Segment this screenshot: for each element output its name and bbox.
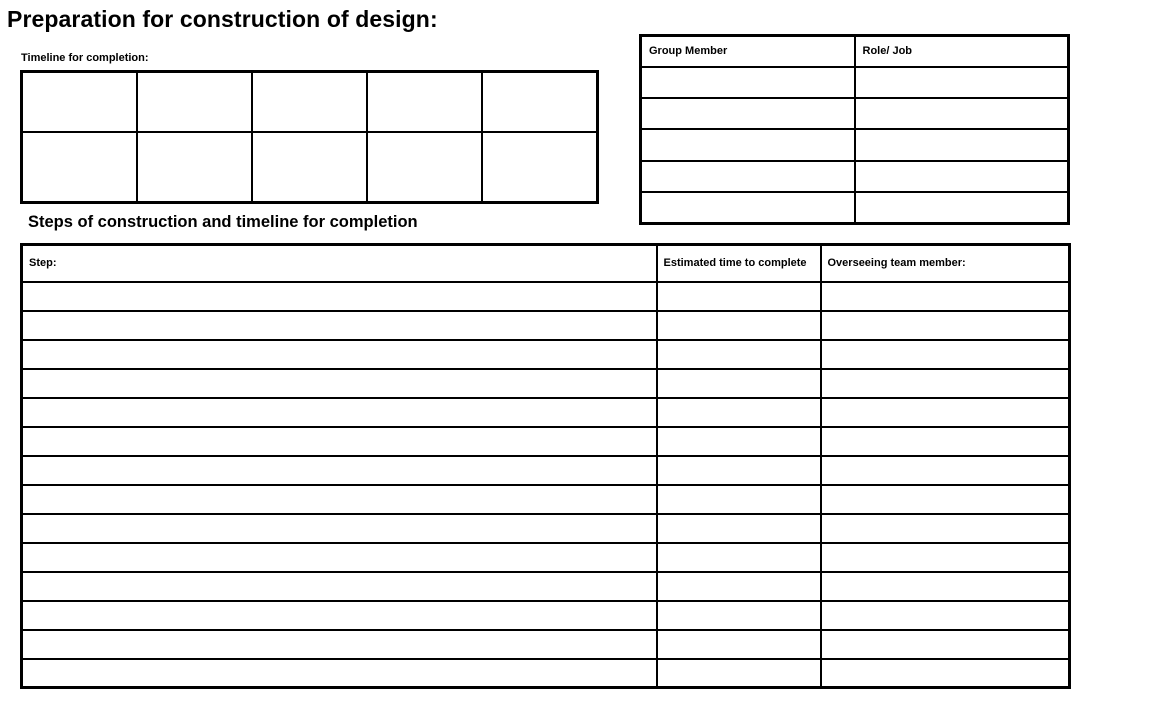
step-cell[interactable] [22,572,657,601]
overseer-cell[interactable] [821,282,1070,311]
table-row [22,311,1070,340]
timeline-row [22,132,598,203]
time-cell[interactable] [657,398,821,427]
step-cell[interactable] [22,630,657,659]
overseer-cell[interactable] [821,659,1070,688]
time-cell[interactable] [657,340,821,369]
member-name-cell[interactable] [641,192,855,223]
overseer-cell[interactable] [821,311,1070,340]
member-role-cell[interactable] [855,98,1069,129]
role-job-header: Role/ Job [855,36,1069,67]
table-row [22,659,1070,688]
overseer-cell[interactable] [821,572,1070,601]
steps-table [20,243,1071,689]
table-row [22,485,1070,514]
table-row [22,514,1070,543]
step-cell[interactable] [22,485,657,514]
time-cell[interactable] [657,369,821,398]
overseer-cell[interactable] [821,456,1070,485]
time-cell[interactable] [657,427,821,456]
member-name-cell[interactable] [641,98,855,129]
time-cell[interactable] [657,514,821,543]
time-cell[interactable] [657,659,821,688]
overseer-cell[interactable] [821,427,1070,456]
table-row [22,630,1070,659]
overseer-cell[interactable] [821,340,1070,369]
timeline-row [22,72,598,132]
timeline-cell[interactable] [252,72,367,132]
member-role-cell[interactable] [855,67,1069,98]
overseer-cell[interactable] [821,543,1070,572]
members-header-row [641,36,1069,67]
members-row [641,67,1069,98]
step-cell[interactable] [22,282,657,311]
timeline-cell[interactable] [22,72,137,132]
table-row [22,572,1070,601]
step-cell[interactable] [22,311,657,340]
time-cell[interactable] [657,282,821,311]
table-row [22,456,1070,485]
overseer-cell[interactable] [821,630,1070,659]
table-row [22,601,1070,630]
step-cell[interactable] [22,659,657,688]
group-members-table [639,34,1070,225]
step-cell[interactable] [22,369,657,398]
members-row [641,192,1069,223]
group-member-header: Group Member [641,36,855,67]
member-role-cell[interactable] [855,161,1069,192]
members-row [641,161,1069,192]
member-role-cell[interactable] [855,192,1069,223]
table-row [22,282,1070,311]
step-cell[interactable] [22,398,657,427]
step-cell[interactable] [22,514,657,543]
timeline-cell[interactable] [367,132,482,203]
time-cell[interactable] [657,485,821,514]
timeline-cell[interactable] [137,72,252,132]
step-cell[interactable] [22,427,657,456]
members-row [641,129,1069,160]
estimated-time-header: Estimated time to complete [657,245,821,282]
time-cell[interactable] [657,572,821,601]
page-title: Preparation for construction of design: [7,6,438,32]
timeline-cell[interactable] [137,132,252,203]
time-cell[interactable] [657,630,821,659]
steps-header-row [22,245,1070,282]
timeline-cell[interactable] [367,72,482,132]
member-name-cell[interactable] [641,161,855,192]
timeline-cell[interactable] [482,132,597,203]
members-row [641,98,1069,129]
overseer-cell[interactable] [821,514,1070,543]
time-cell[interactable] [657,311,821,340]
member-name-cell[interactable] [641,129,855,160]
time-cell[interactable] [657,456,821,485]
timeline-cell[interactable] [252,132,367,203]
step-header: Step: [22,245,657,282]
table-row [22,427,1070,456]
timeline-cell[interactable] [22,132,137,203]
overseer-cell[interactable] [821,398,1070,427]
step-cell[interactable] [22,340,657,369]
table-row [22,340,1070,369]
timeline-cell[interactable] [482,72,597,132]
step-cell[interactable] [22,543,657,572]
overseer-cell[interactable] [821,485,1070,514]
steps-heading: Steps of construction and timeline for completion [28,213,418,231]
member-role-cell[interactable] [855,129,1069,160]
member-name-cell[interactable] [641,67,855,98]
timeline-label: Timeline for completion: [21,52,149,64]
step-cell[interactable] [22,456,657,485]
step-cell[interactable] [22,601,657,630]
time-cell[interactable] [657,543,821,572]
timeline-table [20,70,599,204]
overseer-cell[interactable] [821,601,1070,630]
time-cell[interactable] [657,601,821,630]
table-row [22,543,1070,572]
table-row [22,369,1070,398]
overseer-cell[interactable] [821,369,1070,398]
overseeing-member-header: Overseeing team member: [821,245,1070,282]
table-row [22,398,1070,427]
